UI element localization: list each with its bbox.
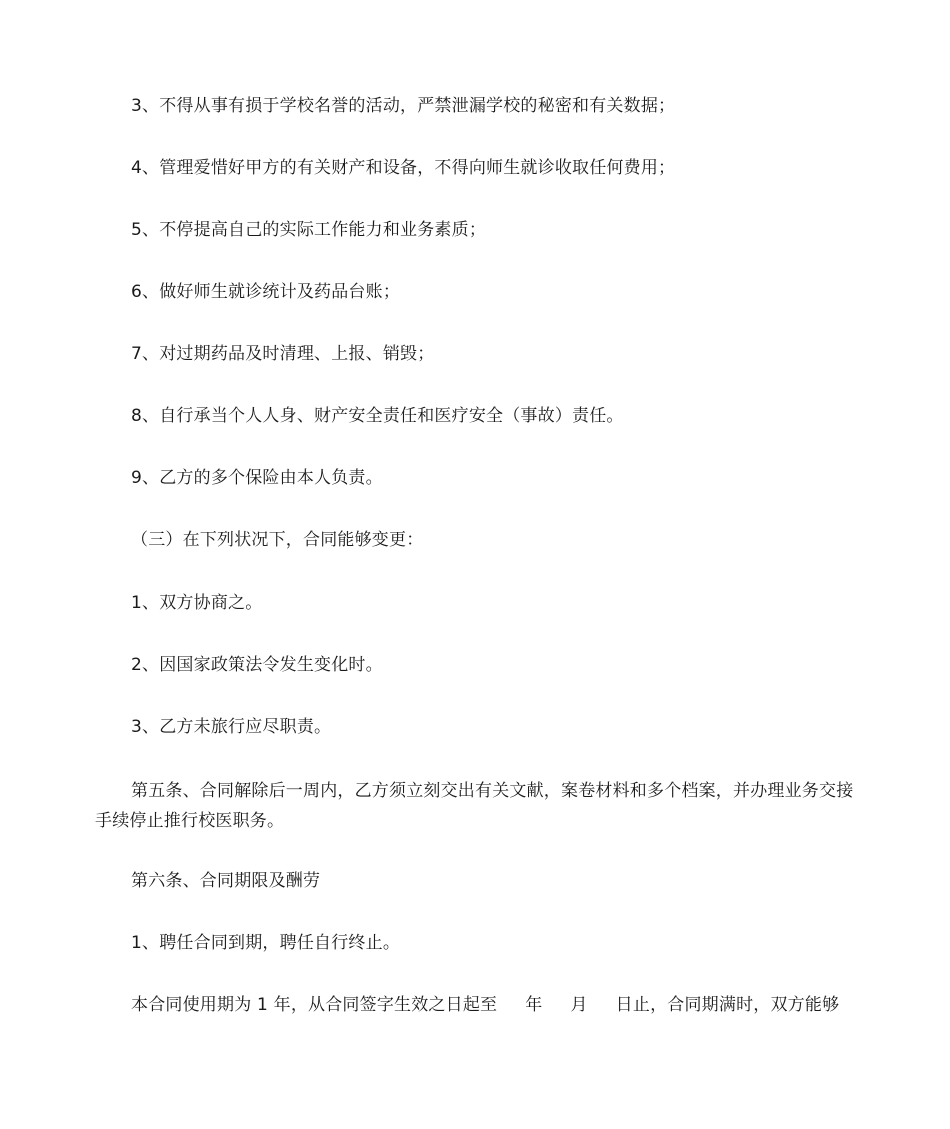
change-item-1: 1、双方协商之。 [131,593,263,613]
change-item-3: 3、乙方未旅行应尽职责。 [131,717,332,737]
clause-item-9-insurance: 9、乙方的多个保险由本人负责。 [131,468,383,488]
article-5-paragraph: 第五条、合同解除后一周内，乙方须立刻交出有关文献，案卷材料和多个档案，并办理业务交接手续停止推行校医职务。 [95,781,854,831]
clause-item-4-property: 4、管理爱惜好甲方的有关财产和设备，不得向师生就诊收取任何费用； [131,158,676,178]
clause-item-3-reputation: 3、不得从事有损于学校名誉的活动，严禁泄漏学校的秘密和有关数据； [131,96,676,116]
clause-item-7-expired-drugs: 7、对过期药品及时清理、上报、销毁； [131,344,435,364]
contract-term-paragraph: 本合同使用期为 1 年，从合同签字生效之日起至 年 月 日止，合同期满时，双方能够 [131,995,840,1015]
clause-item-5-ability: 5、不停提高自己的实际工作能力和业务素质； [131,220,487,240]
change-item-2: 2、因国家政策法令发生变化时。 [131,655,383,675]
article-6-heading: 第六条、合同期限及酬劳 [131,871,321,891]
section-heading-contract-change: （三）在下列状况下，合同能够变更： [131,530,424,550]
clause-item-6-statistics: 6、做好师生就诊统计及药品台账； [131,282,401,302]
clause-item-8-safety: 8、自行承当个人人身、财产安全责任和医疗安全（事故）责任。 [131,406,624,426]
term-item-1: 1、聘任合同到期，聘任自行终止。 [131,933,401,953]
